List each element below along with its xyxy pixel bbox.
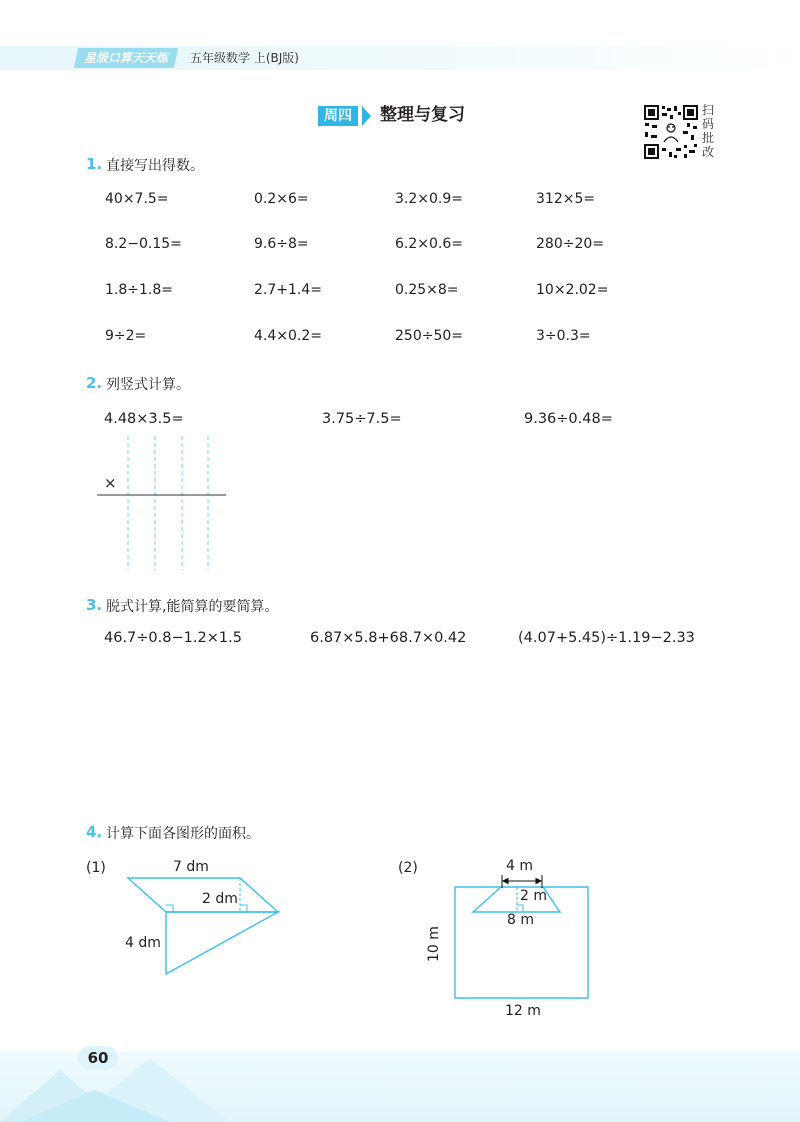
week-tag-arrow [362,106,371,126]
scan-label-char: 码 [702,117,715,131]
question-3-number: 3. [86,596,103,614]
oral-exercise: 4.4×0.2= [254,328,322,344]
footer-mountain-decoration [0,1040,260,1122]
vertical-calc-item: 4.48×3.5= [104,411,184,427]
figure-1-label: (1) [86,860,106,876]
figure-1-side: 4 dm [125,935,161,951]
question-2-text: 列竖式计算。 [106,377,190,393]
oral-exercise: 2.7+1.4= [254,282,322,298]
oral-exercise: 3.2×0.9= [395,191,463,207]
scan-label-char: 批 [702,131,715,145]
question-4-number: 4. [86,823,103,841]
question-4-text: 计算下面各图形的面积。 [106,826,260,842]
oral-exercise: 8.2−0.15= [105,236,182,252]
vertical-calc-item: 9.36÷0.48= [524,411,613,427]
oral-exercise: 1.8÷1.8= [105,282,173,298]
scan-label-char: 改 [702,145,715,159]
step-calc-item: (4.07+5.45)÷1.19−2.33 [518,630,695,646]
figure-2-base: 12 m [505,1003,541,1019]
question-1-text: 直接写出得数。 [106,158,204,174]
page-title: 整理与复习 [380,105,465,125]
oral-exercise: 9.6÷8= [254,236,309,252]
figure-2-side: 10 m [426,926,442,962]
question-1-number: 1. [86,155,103,173]
oral-exercise: 6.2×0.6= [395,236,463,252]
multiply-sign: × [104,474,117,492]
oral-exercise: 312×5= [536,191,596,207]
figure-1-height: 2 dm [202,891,238,907]
book-title: 五年级数学 上(BJ版) [190,51,299,65]
oral-exercise: 0.25×8= [395,282,459,298]
step-calc-item: 46.7÷0.8−1.2×1.5 [104,630,242,646]
scan-label-char: 扫 [702,103,715,117]
figure-2-bottom-length: 8 m [507,912,534,928]
step-calc-item: 6.87×5.8+68.7×0.42 [310,630,467,646]
week-tag: 周四 [318,106,358,126]
figure-2-height: 2 m [520,888,547,904]
vertical-calc-item: 3.75÷7.5= [322,411,402,427]
oral-exercise: 10×2.02= [536,282,609,298]
oral-exercise: 280÷20= [536,236,604,252]
figure-1-shape [110,868,290,980]
series-tag: 星级口算天天练 [74,48,178,68]
qr-code-icon[interactable] [643,104,699,160]
vertical-calc-grid [90,432,240,574]
question-3-text: 脱式计算,能简算的要简算。 [106,599,279,615]
oral-exercise: 3÷0.3= [536,328,591,344]
figure-1-top-length: 7 dm [173,859,209,875]
oral-exercise: 0.2×6= [254,191,309,207]
page-number: 60 [78,1046,118,1070]
question-2-number: 2. [86,374,103,392]
oral-exercise: 250÷50= [395,328,463,344]
figure-2-label: (2) [398,860,418,876]
oral-exercise: 40×7.5= [105,191,169,207]
figure-2-top-length: 4 m [506,858,533,874]
oral-exercise: 9÷2= [105,328,147,344]
